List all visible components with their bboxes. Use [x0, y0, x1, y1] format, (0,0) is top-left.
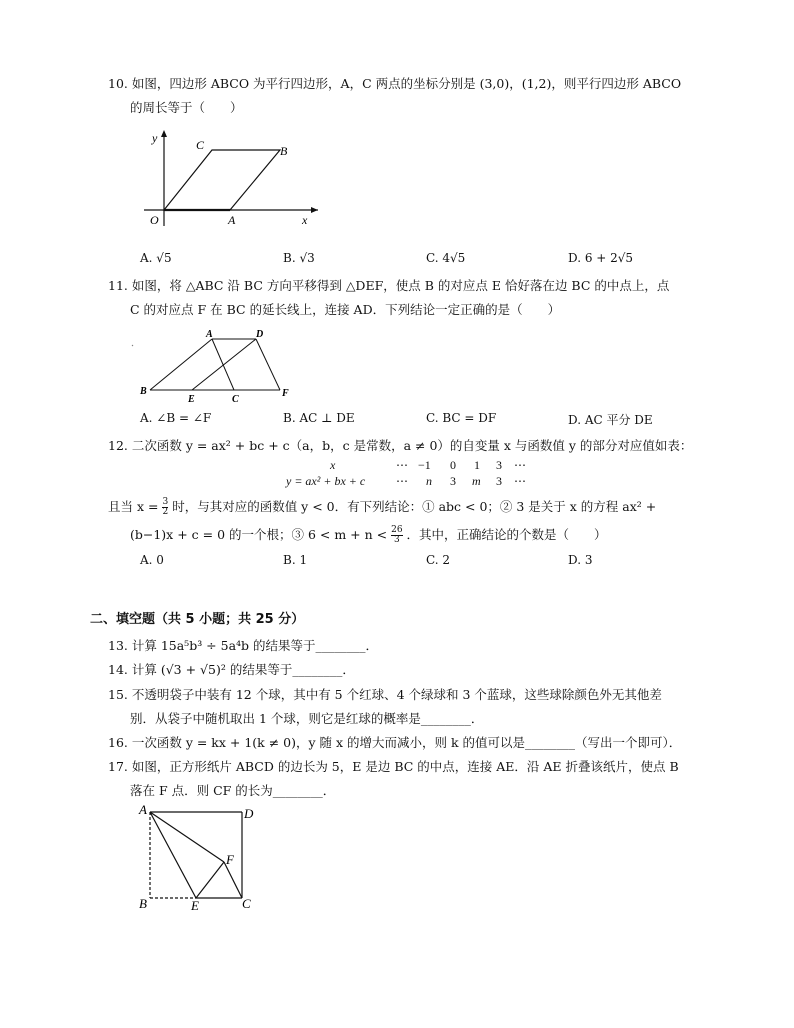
- q17-label-c: C: [242, 896, 251, 911]
- q17-label-d: D: [244, 806, 254, 821]
- q12-line4-start: (b−1)x + c = 0 的一个根；③ 6 < m + n <: [130, 527, 388, 542]
- q10-parallelogram-figure: [130, 128, 330, 228]
- q12-line4: [130, 523, 607, 547]
- q12-table-x-header: x: [330, 458, 336, 472]
- q10-label-o: O: [150, 213, 159, 227]
- q12-table-cell: 1: [474, 458, 480, 472]
- q12-line1: 12. 二次函数 y = ax² + bc + c（a，b，c 是常数，a ≠ 0）的自变量 x 与函数值 y 的部分对应值如表：: [108, 438, 693, 453]
- q10-option-a: A. √5: [140, 251, 172, 265]
- q16: 16. 一次函数 y = kx + 1(k ≠ 0)，y 随 x 的增大而减小，则 k 的值可以是________（写出一个即可）．: [108, 735, 682, 750]
- q10-option-b: B. √3: [283, 251, 315, 265]
- q12-table-cell: 0: [450, 458, 456, 472]
- q14: 14. 计算 (√3 + √5)² 的结果等于________．: [108, 662, 355, 677]
- q17-label-b: B: [139, 896, 147, 911]
- q10-option-d: D. 6 + 2√5: [568, 251, 634, 265]
- q11-option-b: B. AC ⊥ DE: [283, 411, 355, 425]
- q12-table-y-header: y = ax² + bx + c: [286, 474, 366, 488]
- q10-line2: 的周长等于（ ）: [130, 100, 243, 115]
- q17-label-e: E: [191, 898, 199, 913]
- q12-option-c: C. 2: [426, 553, 451, 567]
- q12-table-cell: ⋯: [514, 458, 526, 472]
- q17-label-a: A: [139, 802, 147, 817]
- q12-table-cell: n: [426, 474, 432, 488]
- q12-table-cell: ⋯: [396, 474, 408, 488]
- q13: 13. 计算 15a⁵b³ ÷ 5a⁴b 的结果等于________．: [108, 638, 379, 653]
- q11-label-f: F: [282, 388, 289, 399]
- q11-option-a: A. ∠B = ∠F: [140, 411, 212, 425]
- q11-option-c: C. BC = DF: [426, 411, 497, 425]
- q12-frac2-denominator: 3: [393, 535, 400, 545]
- q11-line2: C 的对应点 F 在 BC 的延长线上，连接 AD．下列结论一定正确的是（ ）: [130, 302, 561, 317]
- q11-label-c: C: [232, 394, 239, 405]
- q12-option-b: B. 1: [283, 553, 308, 567]
- q12-line4-end: ．其中，正确结论的个数是（ ）: [406, 527, 607, 542]
- q12-line3: [108, 495, 656, 519]
- q12-frac2-numerator: 26: [391, 525, 403, 535]
- q12-line3-end: 时，与其对应的函数值 y < 0．有下列结论：① abc < 0；② 3 是关于 x 的方程 ax² +: [172, 499, 657, 514]
- section-fill-in-heading: 二、填空题（共 5 小题；共 25 分）: [90, 612, 305, 627]
- q11-translation-figure: [130, 328, 300, 404]
- q10-option-c: C. 4√5: [426, 251, 466, 265]
- q12-option-d: D. 3: [568, 553, 593, 567]
- q15-line2: 别．从袋子中随机取出 1 个球，则它是红球的概率是________．: [130, 711, 484, 726]
- q10-label-c: C: [196, 138, 205, 152]
- q15-line1: 15. 不透明袋子中装有 12 个球，其中有 5 个红球、4 个绿球和 3 个蓝球，这些球除颜色外无其他差: [108, 687, 662, 702]
- q11-label-e: E: [188, 394, 195, 405]
- q11-label-b: B: [140, 386, 147, 397]
- q17-line2: 落在 F 点．则 CF 的长为________．: [130, 783, 336, 798]
- q17-label-f: F: [226, 852, 234, 867]
- q12-table-cell: ⋯: [514, 474, 526, 488]
- q11-label-a: A: [206, 329, 213, 340]
- q17-line1: 17. 如图，正方形纸片 ABCD 的边长为 5，E 是边 BC 的中点，连接 AE．沿 AE 折叠该纸片，使点 B: [108, 759, 679, 774]
- q10-label-x: x: [302, 213, 308, 227]
- q12-fraction-three-halves: [162, 498, 168, 517]
- q12-fraction-26-thirds: [391, 526, 402, 545]
- q10-label-a: A: [228, 213, 236, 227]
- q12-table-cell: 3: [450, 474, 456, 488]
- q17-square-fold-figure: [136, 802, 266, 912]
- q10-line1: 10. 如图，四边形 ABCO 为平行四边形，A，C 两点的坐标分别是 (3,0)，(1,2)，则平行四边形 ABCO: [108, 76, 682, 91]
- q11-line1: 11. 如图，将 △ABC 沿 BC 方向平移得到 △DEF，使点 B 的对应点 E 恰好落在边 BC 的中点上，点: [108, 278, 670, 293]
- q10-label-b: B: [280, 144, 288, 158]
- q12-option-a: A. 0: [140, 553, 164, 567]
- q12-line3-start: 且当 x =: [108, 499, 159, 514]
- q11-option-d: D. AC 平分 DE: [568, 413, 653, 427]
- q12-frac1-denominator: 2: [162, 507, 169, 517]
- q12-table-cell: 3: [496, 474, 502, 488]
- q12-frac1-numerator: 3: [162, 497, 169, 507]
- q10-label-y: y: [152, 131, 158, 145]
- q12-value-table: [0, 458, 794, 490]
- q12-table-cell: −1: [418, 458, 431, 472]
- q12-table-cell: ⋯: [396, 458, 408, 472]
- q12-table-cell: 3: [496, 458, 502, 472]
- q12-table-cell: m: [472, 474, 481, 488]
- q11-label-d: D: [256, 329, 264, 340]
